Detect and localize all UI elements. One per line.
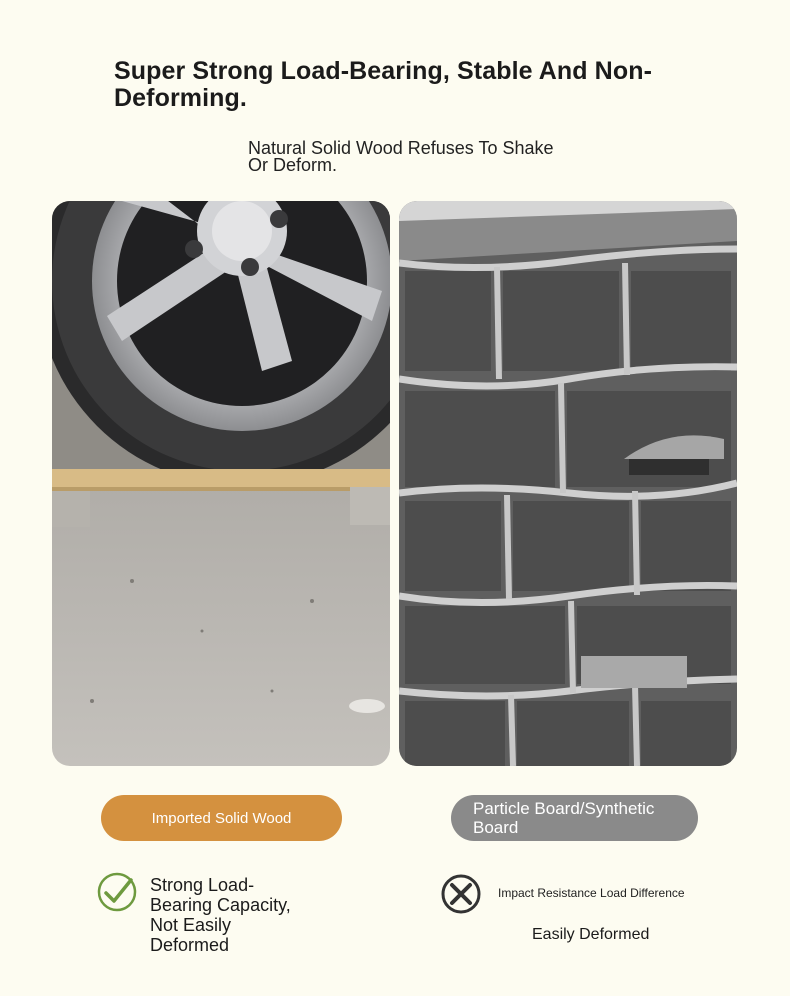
solid-wood-description: Strong Load-Bearing Capacity, Not Easily Deformed — [150, 875, 291, 955]
particle-board-note: Impact Resistance Load Difference — [498, 886, 685, 900]
solid-wood-tire-photo — [52, 201, 390, 766]
particle-board-shelf-photo — [399, 201, 737, 766]
solid-wood-label: Imported Solid Wood — [101, 795, 342, 841]
particle-board-label: Particle Board/Synthetic Board — [451, 795, 698, 841]
check-circle-icon — [97, 872, 137, 912]
page-headline: Super Strong Load-Bearing, Stable And Non-Deforming. — [114, 57, 653, 112]
page-subheadline: Natural Solid Wood Refuses To Shake Or Deform. — [248, 138, 554, 175]
x-circle-icon — [440, 873, 482, 915]
particle-board-description: Easily Deformed — [532, 926, 650, 943]
